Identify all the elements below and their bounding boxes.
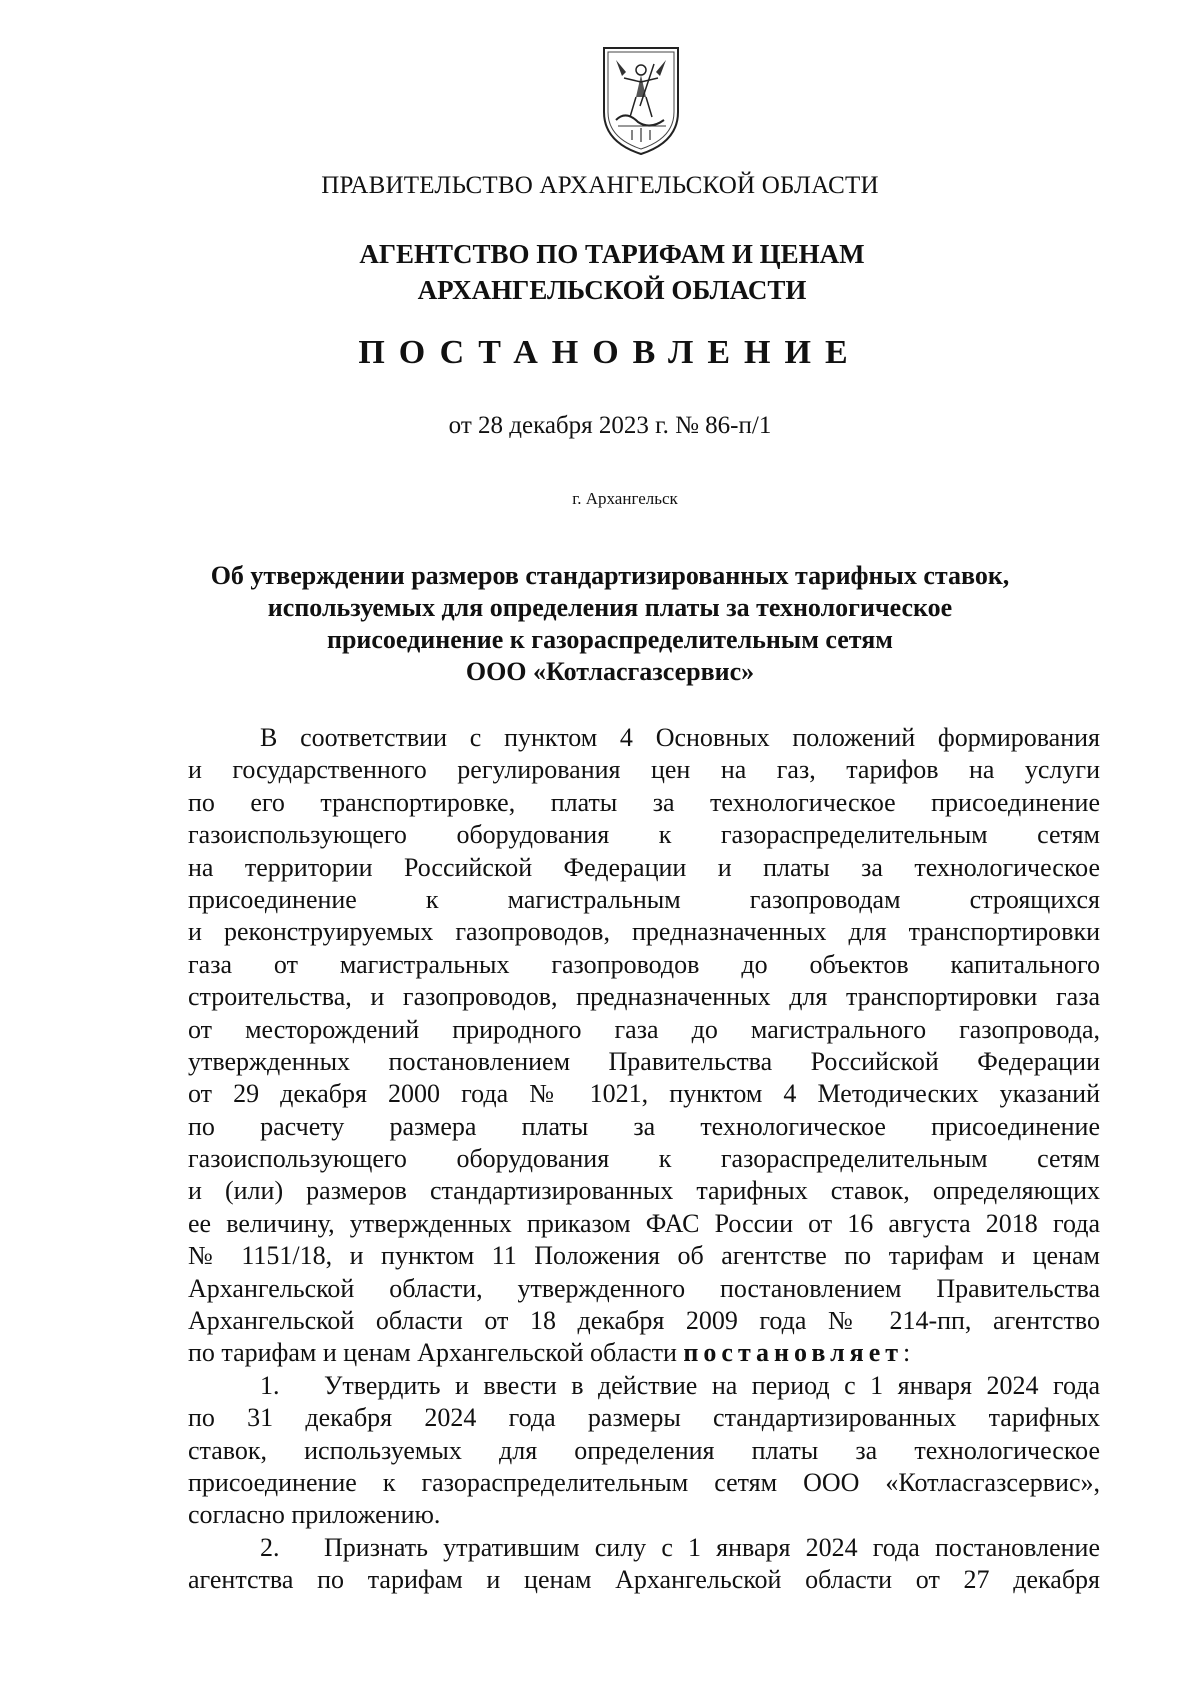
preamble-line: от месторождений природного газа до магистрального газопровода, xyxy=(188,1014,1100,1044)
preamble-line: по его транспортировке, платы за технологическое присоединение xyxy=(188,787,1100,817)
subject-line-2: используемых для определения платы за технологическое xyxy=(267,593,953,622)
item-2-first-line xyxy=(188,1532,1100,1564)
item-1-line: по 31 декабря 2024 года размеры стандартизированных тарифных xyxy=(188,1403,1100,1433)
resolves-colon: : xyxy=(903,1338,911,1368)
item-2-line: агентства по тарифам и ценам Архангельской области от 27 декабря xyxy=(188,1565,1100,1595)
preamble-line: Архангельской области от 18 декабря 2009 года № 214-пп, агентство xyxy=(188,1306,1100,1336)
preamble-line: от 29 декабря 2000 года № 1021, пунктом 4 Методических указаний xyxy=(188,1079,1100,1109)
preamble-line: утвержденных постановлением Правительства Российской Федерации xyxy=(188,1046,1100,1076)
preamble-line: В соответствии с пунктом 4 Основных положений формирования xyxy=(260,723,1100,752)
subject-line-4: ООО «Котласгазсервис» xyxy=(465,657,755,686)
agency-line-2: АРХАНГЕЛЬСКОЙ ОБЛАСТИ xyxy=(417,275,807,305)
preamble-line: Архангельской области, утвержденного постановлением Правительства xyxy=(188,1273,1100,1303)
item-1-line: ставок, используемых для определения платы за технологическое xyxy=(188,1435,1100,1465)
preamble-last-text: по тарифам и ценам Архангельской области xyxy=(188,1338,677,1368)
archangel-coat-of-arms-icon xyxy=(596,42,686,157)
coat-of-arms-emblem xyxy=(596,42,686,157)
agency-heading xyxy=(0,236,1200,308)
preamble-line: на территории Российской Федерации и платы за технологическое xyxy=(188,852,1100,882)
document-type-title: ПОСТАНОВЛЕНИЕ xyxy=(358,334,862,371)
item-2-text: Признать утратившим силу с 1 января 2024 года постановление xyxy=(324,1532,1100,1562)
resolves-word: постановляет xyxy=(683,1338,904,1368)
document-body xyxy=(188,722,1100,1597)
preamble-last-line xyxy=(188,1337,1100,1369)
subject-line-3: присоединение к газораспределительным сетям xyxy=(326,625,894,654)
preamble-line: газоиспользующего оборудования к газораспределительным сетям xyxy=(188,820,1100,850)
date-and-number: от 28 декабря 2023 г. № 86-п/1 xyxy=(448,412,772,439)
item-2-number: 2. xyxy=(260,1532,280,1562)
government-heading: ПРАВИТЕЛЬСТВО АРХАНГЕЛЬСКОЙ ОБЛАСТИ xyxy=(321,172,879,199)
subject-line-1: Об утверждении размеров стандартизированных тарифных ставок, xyxy=(210,561,1010,590)
preamble-line: газоиспользующего оборудования к газораспределительным сетям xyxy=(188,1144,1100,1174)
preamble-line: строительства, и газопроводов, предназначенных для транспортировки газа xyxy=(188,982,1100,1012)
document-subject xyxy=(0,560,1200,688)
city-label: г. Архангельск xyxy=(572,489,678,508)
item-1-line: присоединение к газораспределительным сетям ООО «Котласгазсервис», xyxy=(188,1467,1100,1497)
preamble-line: ее величину, утвержденных приказом ФАС России от 16 августа 2018 года xyxy=(188,1208,1100,1238)
preamble-line: и (или) размеров стандартизированных тарифных ставок, определяющих xyxy=(188,1176,1100,1206)
item-1-last-line: согласно приложению. xyxy=(188,1500,441,1530)
preamble-line: газа от магистральных газопроводов до объектов капитального xyxy=(188,949,1100,979)
item-1-first-line xyxy=(188,1370,1100,1402)
preamble-line: и государственного регулирования цен на газ, тарифов на услуги xyxy=(188,755,1100,785)
preamble-line: по расчету размера платы за технологическое присоединение xyxy=(188,1111,1100,1141)
preamble-line: присоединение к магистральным газопроводам строящихся xyxy=(188,884,1100,914)
agency-line-1: АГЕНТСТВО ПО ТАРИФАМ И ЦЕНАМ xyxy=(359,239,865,269)
preamble-line: и реконструируемых газопроводов, предназначенных для транспортировки xyxy=(188,917,1100,947)
item-1-number: 1. xyxy=(260,1370,280,1400)
preamble-line: № 1151/18, и пунктом 11 Положения об агентстве по тарифам и ценам xyxy=(188,1241,1100,1271)
item-1-text: Утвердить и ввести в действие на период с 1 января 2024 года xyxy=(324,1370,1100,1400)
